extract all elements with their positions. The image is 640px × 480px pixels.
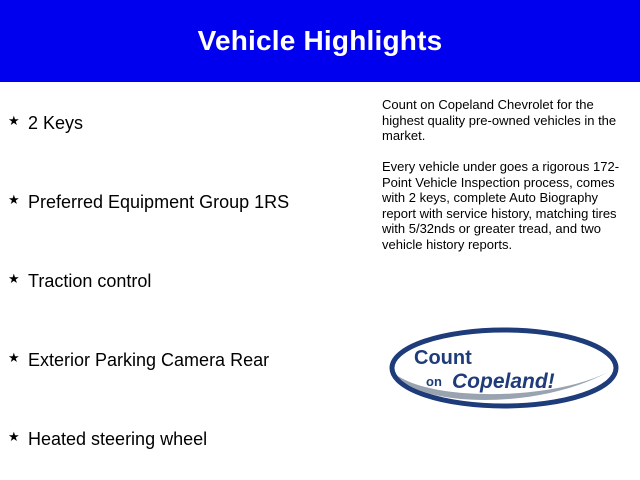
feature-label: Traction control <box>28 270 152 291</box>
promo-text <box>382 97 632 252</box>
count-on-copeland-logo <box>388 326 620 410</box>
promo-paragraph-quality: Count on Copeland Chevrolet for the highest quality pre-owned vehicles in the market. <box>382 97 617 143</box>
logo-text-on: on <box>426 374 442 389</box>
star-icon: ★ <box>8 428 20 444</box>
feature-item <box>8 269 151 293</box>
page-title: Vehicle Highlights <box>197 25 443 56</box>
logo-text-copeland: Copeland! <box>452 370 555 393</box>
feature-label: Heated steering wheel <box>28 428 208 449</box>
header-banner <box>0 0 640 82</box>
feature-list <box>0 82 360 480</box>
feature-item <box>8 111 83 135</box>
star-icon: ★ <box>8 112 20 128</box>
star-icon: ★ <box>8 349 20 365</box>
feature-label: Preferred Equipment Group 1RS <box>28 191 290 212</box>
feature-item <box>8 427 207 451</box>
feature-item <box>8 190 289 214</box>
star-icon: ★ <box>8 270 20 286</box>
logo-text-count: Count <box>414 347 472 369</box>
feature-label: Exterior Parking Camera Rear <box>28 349 270 370</box>
feature-label: 2 Keys <box>28 112 84 133</box>
feature-item <box>8 348 269 372</box>
promo-paragraph-inspection: Every vehicle under goes a rigorous 172-Point Vehicle Inspection process, comes with 2 keys, complete Auto Biography report with service history, matching tires with 5/32nds or greater tread, and two vehicle history reports. <box>382 159 620 252</box>
star-icon: ★ <box>8 191 20 207</box>
